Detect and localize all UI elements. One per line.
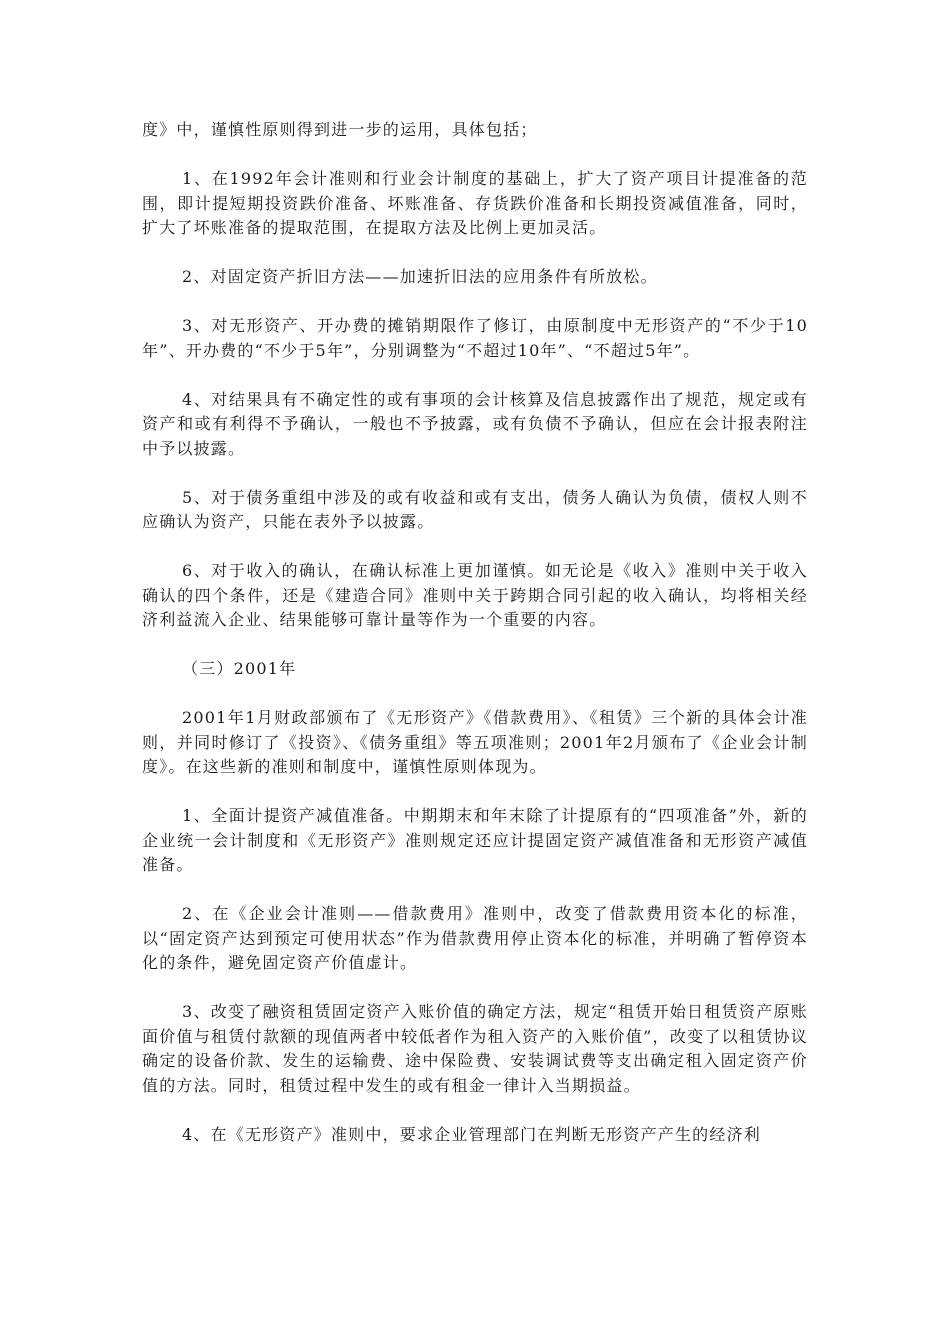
paragraph-continuation: 度》中，谨慎性原则得到进一步的运用，具体包括；	[142, 120, 538, 139]
section-heading-2001: （三）2001年	[182, 659, 297, 678]
paragraph-2001-intro: 2001年1月财政部颁布了《无形资产》《借款费用》、《租赁》三个新的具体会计准则，并同时修订了《投资》、《债务重组》等五项准则；2001年2月颁布了《企业会计制度》。在这些新的准则和制度中，谨慎性原则体现为。	[142, 708, 808, 776]
paragraph-item-6: 6、对于收入的确认，在确认标准上更加谨慎。如无论是《收入》准则中关于收入确认的四个条件，还是《建造合同》准则中关于跨期合同引起的收入确认，均将相关经济利益流入企业、结果能够可靠计量等作为一个重要的内容。	[142, 561, 808, 629]
paragraph-item-2: 2、对固定资产折旧方法——加速折旧法的应用条件有所放松。	[182, 267, 658, 286]
paragraph-item-1: 1、在1992年会计准则和行业会计制度的基础上，扩大了资产项目计提准备的范围，即计提短期投资跌价准备、坏账准备、存货跌价准备和长期投资减值准备，同时，扩大了坏账准备的提取范围，在提取方法及比例上更加灵活。	[142, 169, 808, 237]
paragraph-item-4: 4、对结果具有不确定性的或有事项的会计核算及信息披露作出了规范，规定或有资产和或有利得不予确认，一般也不予披露，或有负债不予确认，但应在会计报表附注中予以披露。	[142, 389, 808, 458]
document-body	[142, 118, 808, 1172]
paragraph-2001-item-3: 3、改变了融资租赁固定资产入账价值的确定方法，规定“租赁开始日租赁资产原账面价值与租赁付款额的现值两者中较低者作为租入资产的入账价值”，改变了以租赁协议确定的设备价款、发生的运输费、途中保险费、安装调试费等支出确定租入固定资产价值的方法。同时，租赁过程中发生的或有租金一律计入当期损益。	[142, 1002, 808, 1095]
paragraph-2001-item-2: 2、在《企业会计准则——借款费用》准则中，改变了借款费用资本化的标准，以“固定资产达到预定可使用状态”作为借款费用停止资本化的标准，并明确了暂停资本化的条件，避免固定资产价值虚计。	[142, 904, 808, 972]
paragraph-item-3: 3、对无形资产、开办费的摊销期限作了修订，由原制度中无形资产的“不少于10年”、开办费的“不少于5年”，分别调整为“不超过10年”、“不超过5年”。	[142, 316, 808, 360]
paragraph-item-5: 5、对于债务重组中涉及的或有收益和或有支出，债务人确认为负债，债权人则不应确认为资产，只能在表外予以披露。	[142, 487, 808, 531]
paragraph-2001-item-4: 4、在《无形资产》准则中，要求企业管理部门在判断无形资产产生的经济利	[182, 1124, 761, 1144]
paragraph-2001-item-1: 1、全面计提资产减值准备。中期期末和年末除了计提原有的“四项准备”外，新的企业统一会计制度和《无形资产》准则规定还应计提固定资产减值准备和无形资产减值准备。	[142, 806, 808, 874]
